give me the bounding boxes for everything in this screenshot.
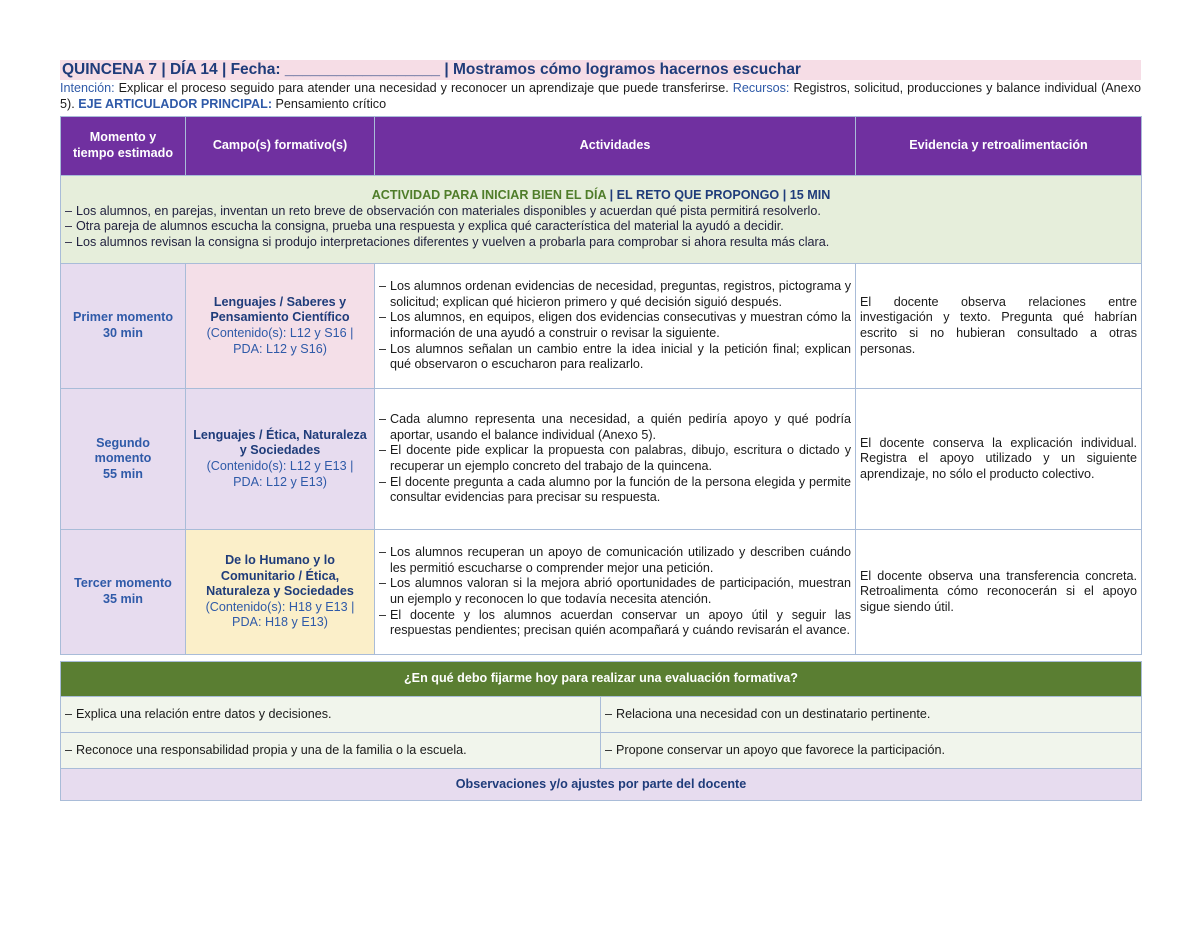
list-item: – El docente y los alumnos acuerdan conservar un apoyo útil y seguir las respuestas pendientes; precisan quién acompañará y cuándo revisarán el avance. <box>379 608 851 639</box>
table-row <box>61 264 1142 389</box>
activities-list <box>379 412 851 506</box>
header-moment: Momento y tiempo estimado <box>61 117 186 176</box>
page-title: QUINCENA 7 | DÍA 14 | Fecha: __________________ | Mostramos cómo logramos hacernos escuchar <box>60 60 1141 80</box>
list-item: – Cada alumno representa una necesidad, a quién pediría apoyo y qué podría aportar, usando el balance individual (Anexo 5). <box>379 412 851 443</box>
intent-label: Intención: <box>60 81 115 95</box>
evaluation-item <box>61 733 601 769</box>
axis-text: Pensamiento crítico <box>272 97 387 111</box>
header-campo: Campo(s) formativo(s) <box>186 117 375 176</box>
list-item: – Propone conservar un apoyo que favorece la participación. <box>605 743 1137 759</box>
moment-cell: Tercer momento 35 min <box>61 530 186 655</box>
opening-activity-title <box>65 188 1137 204</box>
observations-label: Observaciones y/o ajustes por parte del docente <box>61 769 1142 801</box>
evaluation-title: ¿En qué debo fijarme hoy para realizar una evaluación formativa? <box>61 662 1142 697</box>
campo-cell <box>186 389 375 530</box>
header-evidence: Evidencia y retroalimentación <box>856 117 1142 176</box>
opening-activity-list <box>65 204 1137 251</box>
campo-cell <box>186 264 375 389</box>
campo-content: (Contenido(s): H18 y E13 | PDA: H18 y E13) <box>205 599 355 630</box>
list-item: – El docente pide explicar la propuesta con palabras, dibujo, escritura o dictado y recuperar un ejemplo concreto del trabajo de la quincena. <box>379 443 851 474</box>
list-item: – Otra pareja de alumnos escucha la consigna, prueba una respuesta y explica qué característica del material la ayudó a decidir. <box>65 219 1137 235</box>
evaluation-item <box>601 697 1142 733</box>
intent-paragraph <box>60 80 1141 112</box>
activities-cell <box>375 264 856 389</box>
evaluation-item <box>61 697 601 733</box>
campo-name: Lenguajes / Ética, Naturaleza y Sociedades <box>193 427 367 458</box>
activities-cell <box>375 530 856 655</box>
resources-label: Recursos: <box>732 81 790 95</box>
list-item: – Explica una relación entre datos y decisiones. <box>65 707 596 723</box>
opening-activity-row <box>61 176 1142 264</box>
list-item: – Los alumnos señalan un cambio entre la idea inicial y la petición final; explican qué observaron o escucharon para realizarlo. <box>379 342 851 373</box>
list-item: – Los alumnos ordenan evidencias de necesidad, preguntas, registros, pictograma y solicitud; explican qué hicieron primero y qué decisión siguió después. <box>379 279 851 310</box>
list-item: – Los alumnos valoran si la mejora abrió oportunidades de participación, muestran un ejemplo y reconocen lo que todavía necesita atención. <box>379 576 851 607</box>
opening-title-rest: | EL RETO QUE PROPONGO | 15 MIN <box>606 188 831 202</box>
intent-text: Explicar el proceso seguido para atender una necesidad y reconocer un aprendizaje que puede transferirse. <box>114 81 733 95</box>
evidence-cell: El docente observa relaciones entre investigación y texto. Pregunta qué habrían escrito si no hubieran consultado a otras personas. <box>856 264 1142 389</box>
resources-text: Registros, solicitud, producciones y balance individual (Anexo 5). <box>60 81 1141 111</box>
table-row <box>61 530 1142 655</box>
activities-list <box>379 279 851 373</box>
campo-content: (Contenido(s): L12 y E13 | PDA: L12 y E13) <box>206 459 354 489</box>
formative-evaluation-table <box>60 661 1142 801</box>
table-header-row <box>61 117 1142 176</box>
lesson-plan-page <box>60 60 1141 801</box>
table-row <box>61 389 1142 530</box>
list-item: – Reconoce una responsabilidad propia y una de la familia o la escuela. <box>65 743 596 759</box>
moment-cell: Segundo momento 55 min <box>61 389 186 530</box>
evidence-cell: El docente conserva la explicación individual. Registra el apoyo utilizado y un siguiente aprendizaje, no sólo el producto colectivo. <box>856 389 1142 530</box>
opening-activity-cell <box>61 176 1142 264</box>
campo-cell <box>186 530 375 655</box>
opening-title-green: ACTIVIDAD PARA INICIAR BIEN EL DÍA <box>371 188 607 202</box>
moment-cell: Primer momento 30 min <box>61 264 186 389</box>
evaluation-item <box>601 733 1142 769</box>
list-item: – Los alumnos, en equipos, eligen dos evidencias consecutivas y muestran cómo la información de una ayudó a construir o revisar la siguiente. <box>379 310 851 341</box>
axis-label: EJE ARTICULADOR PRINCIPAL: <box>78 97 273 111</box>
campo-content: (Contenido(s): L12 y S16 | PDA: L12 y S16) <box>206 326 354 356</box>
header-activities: Actividades <box>375 117 856 176</box>
list-item: – Relaciona una necesidad con un destinatario pertinente. <box>605 707 1137 723</box>
activities-list <box>379 545 851 639</box>
activities-table <box>60 116 1142 655</box>
list-item: – Los alumnos, en parejas, inventan un reto breve de observación con materiales disponibles y acuerdan qué pista permitirá resolverlo. <box>65 204 1137 220</box>
list-item: – Los alumnos revisan la consigna si produjo interpretaciones diferentes y vuelven a probarla para comprobar si ahora resulta más clara. <box>65 235 1137 251</box>
campo-name: Lenguajes / Saberes y Pensamiento Científico <box>210 294 350 325</box>
campo-name: De lo Humano y lo Comunitario / Ética, Naturaleza y Sociedades <box>206 553 354 599</box>
list-item: – El docente pregunta a cada alumno por la función de la persona elegida y permite consultar evidencias para precisar su respuesta. <box>379 475 851 506</box>
activities-cell <box>375 389 856 530</box>
evidence-cell: El docente observa una transferencia concreta. Retroalimenta cómo reconocerán si el apoyo sigue siendo útil. <box>856 530 1142 655</box>
list-item: – Los alumnos recuperan un apoyo de comunicación utilizado y describen cuándo les permitió escucharse o comprender mejor una petición. <box>379 545 851 576</box>
